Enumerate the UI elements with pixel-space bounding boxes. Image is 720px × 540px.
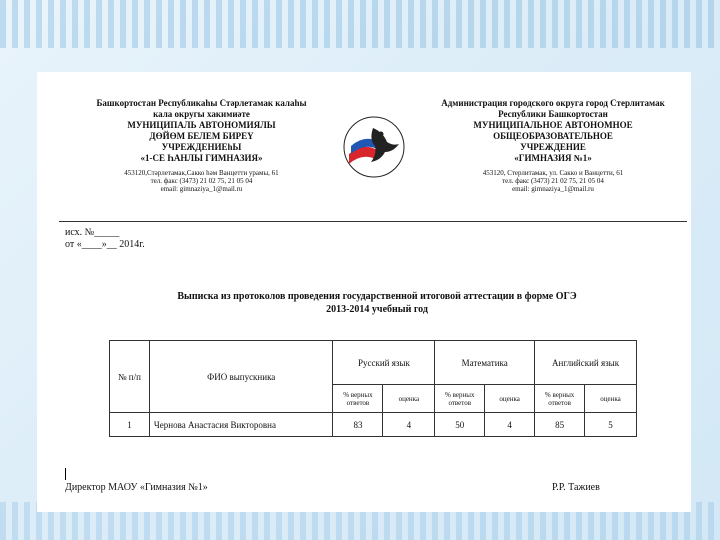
document-title xyxy=(77,290,677,316)
header-left-line: ДӨЙӨМ БЕЛЕМ БИРЕҮ xyxy=(149,131,254,141)
title-line-2: 2013-2014 учебный год xyxy=(326,304,428,315)
header-subject-math: Математика xyxy=(435,341,535,385)
subheader-grade: оценка xyxy=(383,385,435,413)
subheader-grade: оценка xyxy=(485,385,535,413)
outgoing-date: от «____»__ 2014г. xyxy=(65,239,145,250)
russian-grade: 4 xyxy=(383,413,435,437)
math-percent: 50 xyxy=(435,413,485,437)
header-right-line: МУНИЦИПАЛЬНОЕ АВТОНОМНОЕ xyxy=(473,120,633,130)
header-right-russian xyxy=(417,98,689,193)
subheader-grade: оценка xyxy=(585,385,637,413)
text-cursor xyxy=(65,468,66,480)
table-row xyxy=(110,413,637,437)
subheader-percent: % верных ответов xyxy=(435,385,485,413)
subheader-percent: % верных ответов xyxy=(535,385,585,413)
russian-percent: 83 xyxy=(333,413,383,437)
english-percent: 85 xyxy=(535,413,585,437)
header-right-line: Администрация городского округа город Стерлитамак xyxy=(441,98,665,108)
header-left-line: Башкортостан Республикаhы Стәрлетамак калаhы xyxy=(96,98,307,108)
table-header-row xyxy=(110,341,637,385)
subheader-percent: % верных ответов xyxy=(333,385,383,413)
exam-results-table xyxy=(109,340,637,437)
header-subject-english: Английский язык xyxy=(535,341,637,385)
header-right-address: 453120, Стерлитамак, ул. Сакко и Ванцетти, 61 xyxy=(482,169,624,177)
signature-position: Директор МАОУ «Гимназия №1» xyxy=(65,482,208,493)
header-right-phone: тел. факс (3473) 21 02 75, 21 05 04 xyxy=(502,177,604,185)
header-left-line: кала округы хакимиәте xyxy=(153,109,250,119)
header-left-line: «1-СЕ ҺАНЛЫ ГИМНАЗИЯ» xyxy=(140,153,263,163)
header-right-line: ОБЩЕОБРАЗОВАТЕЛЬНОЕ xyxy=(493,131,613,141)
document-page xyxy=(37,72,691,512)
header-student-name: ФИО выпускника xyxy=(149,341,333,413)
header-subject-russian: Русский язык xyxy=(333,341,435,385)
english-grade: 5 xyxy=(585,413,637,437)
header-right-line: УЧРЕЖДЕНИЕ xyxy=(520,142,586,152)
header-right-email: email: gimnaziya_1@mail.ru xyxy=(512,185,594,193)
header-left-address: 453120,Стәрлетамак,Сакко hәм Ванцетти урамы, 61 xyxy=(124,169,279,177)
header-left-email: email: gimnaziya_1@mail.ru xyxy=(160,185,243,193)
math-grade: 4 xyxy=(485,413,535,437)
title-line-1: Выписка из протоколов проведения государственной итоговой аттестации в форме ОГЭ xyxy=(177,291,577,302)
header-divider xyxy=(59,221,687,222)
header-right-line: Республики Башкортостан xyxy=(498,109,608,119)
row-student-name: Чернова Анастасия Викторовна xyxy=(149,413,333,437)
signature-name: Р.Р. Тажиев xyxy=(552,482,600,493)
gymnasium-emblem-icon xyxy=(343,116,405,178)
header-left-bashkir xyxy=(59,98,344,193)
header-right-line: «ГИМНАЗИЯ №1» xyxy=(514,153,592,163)
header-left-line: УЧРЕЖДЕНИЕhЫ xyxy=(161,142,242,152)
header-left-phone: тел. факс (3473) 21 02 75, 21 05 04 xyxy=(150,177,253,185)
header-left-line: МУНИЦИПАЛЬ АВТОНОМИЯЛЫ xyxy=(127,120,276,130)
row-number: 1 xyxy=(110,413,150,437)
header-number: № п/п xyxy=(110,341,150,413)
decorative-top-band xyxy=(0,0,720,48)
outgoing-number: исх. №_____ xyxy=(65,227,120,238)
